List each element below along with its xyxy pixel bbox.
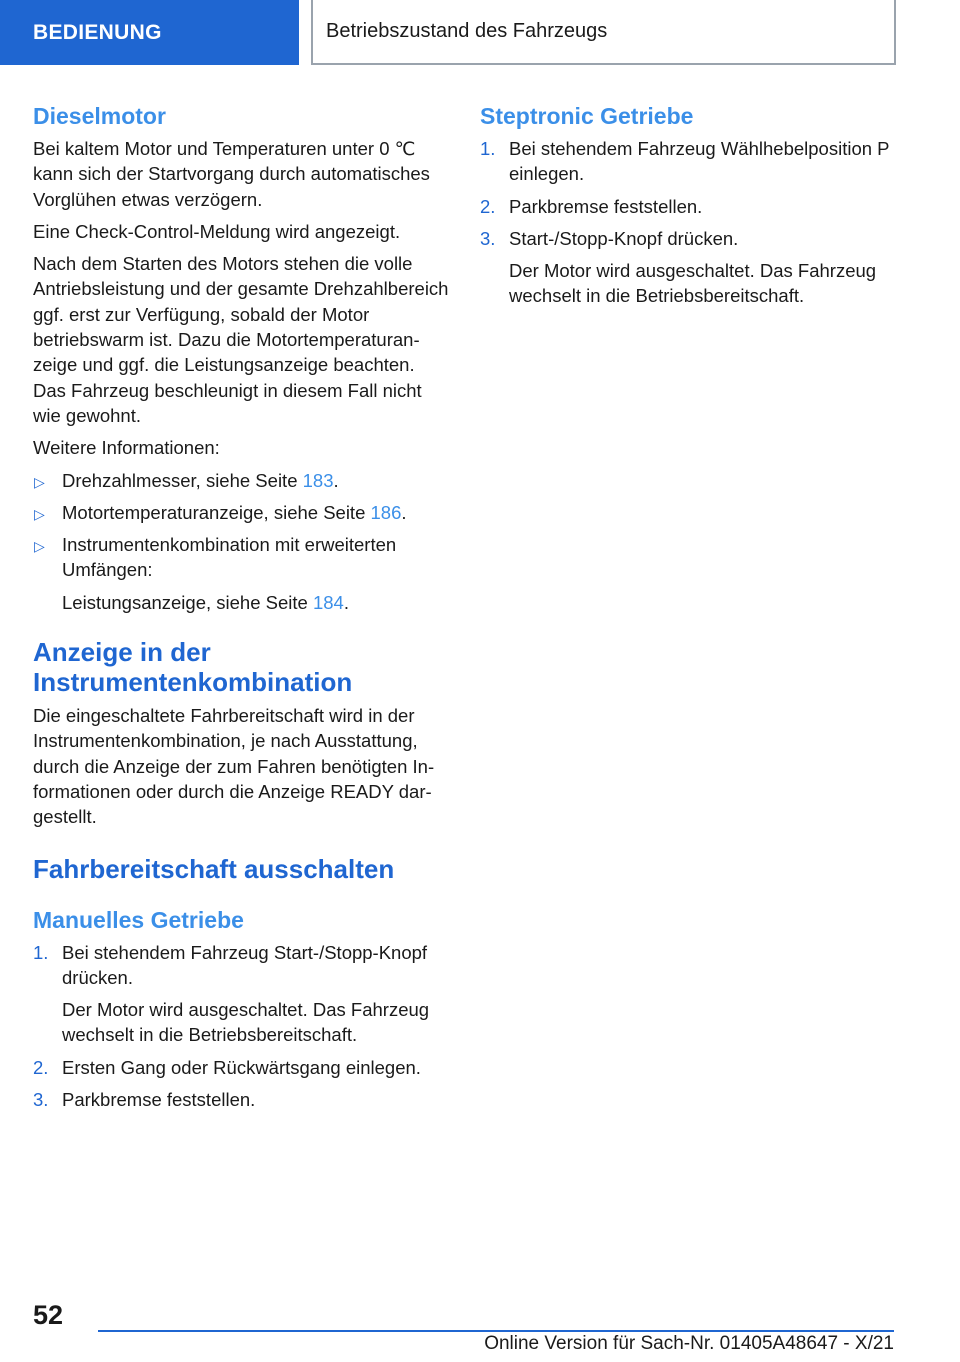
step-number: 3. (480, 227, 496, 249)
step-text: Parkbremse feststellen. (62, 1089, 256, 1111)
step-text: Bei stehendem Fahrzeug Start-/Stopp-Knopf drücken. (62, 941, 428, 988)
step-item (33, 1055, 451, 1080)
triangle-bullet-icon: ▷ (34, 505, 45, 522)
right-column (480, 100, 898, 316)
step-text: Bei stehendem Fahrzeug Wählhebelposition P einlegen. (509, 138, 890, 185)
step-item (480, 226, 898, 251)
step-number: 1. (480, 138, 496, 159)
paragraph: Die eingeschaltete Fahrbereitschaft wird in der Instrumentenkombination, je nach Ausstattung, durch die Anzeige der zum Fahren benötigten Informationen oder durch die Anzeige READY dargestellt. (33, 705, 435, 828)
list-item (33, 500, 451, 525)
step-number: 2. (33, 1056, 49, 1078)
step-note: Der Motor wird ausgeschaltet. Das Fahrzeug wechselt in die Betriebsbereitschaft. (509, 260, 877, 307)
page-number: 52 (33, 1300, 64, 1330)
heading-manuelles-getriebe: Manuelles Getriebe (33, 906, 244, 933)
step-note: Der Motor wird ausgeschaltet. Das Fahrzeug wechselt in die Betriebsbereitschaft. (62, 999, 430, 1046)
step-item (480, 194, 898, 219)
step-item (33, 1087, 451, 1112)
page-link[interactable]: 186 (370, 501, 402, 523)
paragraph: Bei kaltem Motor und Temperaturen unter 0 ℃ kann sich der Startvorgang durch automatisches Vorglühen etwas verzögern. (33, 138, 430, 210)
page-link[interactable]: 183 (302, 469, 334, 491)
paragraph: Weitere Informationen: (33, 437, 220, 459)
step-number: 1. (33, 941, 49, 963)
page-link[interactable]: 184 (312, 591, 344, 613)
step-text: Ersten Gang oder Rückwärtsgang einlegen. (62, 1056, 421, 1078)
heading-ausschalten: Fahrbereitschaft ausschalten (33, 853, 395, 884)
step-number: 2. (480, 195, 496, 217)
triangle-bullet-icon: ▷ (34, 473, 45, 490)
list-item (33, 532, 451, 583)
list-sub-item (33, 590, 451, 615)
heading-dieselmotor: Dieselmotor (33, 103, 166, 129)
sub-end: . (343, 591, 349, 613)
paragraph: Nach dem Starten des Motors stehen die volle Antriebsleistung und der gesamte Drehzahlbereich ggf. erst zur Verfügung, sobald der Motor betriebswarm ist. Dazu die Motortemperaturanzeige und ggf. die Leistungsanzeige beachten. Das Fahrzeug beschleunigt in diesem Fall nicht wie gewohnt. (33, 253, 449, 426)
page-header (0, 0, 960, 66)
footer-divider (98, 1330, 894, 1332)
footer-version: Online Version für Sach-Nr. 01405A48647 - X/21 (484, 1333, 894, 1354)
list-item (33, 468, 451, 493)
bullet-text: Instrumentenkombination mit erweiterten Umfängen: (62, 534, 397, 581)
bullet-end: . (401, 501, 407, 523)
heading-steptronic: Steptronic Getriebe (480, 103, 694, 129)
section-tab[interactable]: BEDIENUNG (0, 0, 299, 65)
chapter-title: Betriebszustand des Fahrzeugs (311, 0, 896, 65)
step-text: Parkbremse feststellen. (509, 195, 703, 217)
bullet-text: Motortemperaturanzeige, siehe Seite (62, 501, 371, 523)
step-number: 3. (33, 1089, 49, 1111)
paragraph: Eine Check-Control-Meldung wird angezeigt. (33, 220, 401, 242)
sub-text: Leistungsanzeige, siehe Seite (62, 591, 313, 613)
step-item (33, 940, 451, 991)
step-item (480, 136, 898, 187)
bullet-text: Drehzahlmesser, siehe Seite (62, 469, 303, 491)
step-text: Start-/Stopp-Knopf drücken. (509, 227, 739, 249)
heading-anzeige: Anzeige in der Instrumentenkombination (33, 637, 353, 698)
bullet-end: . (333, 469, 339, 491)
left-column (33, 100, 451, 1119)
triangle-bullet-icon: ▷ (34, 538, 45, 555)
